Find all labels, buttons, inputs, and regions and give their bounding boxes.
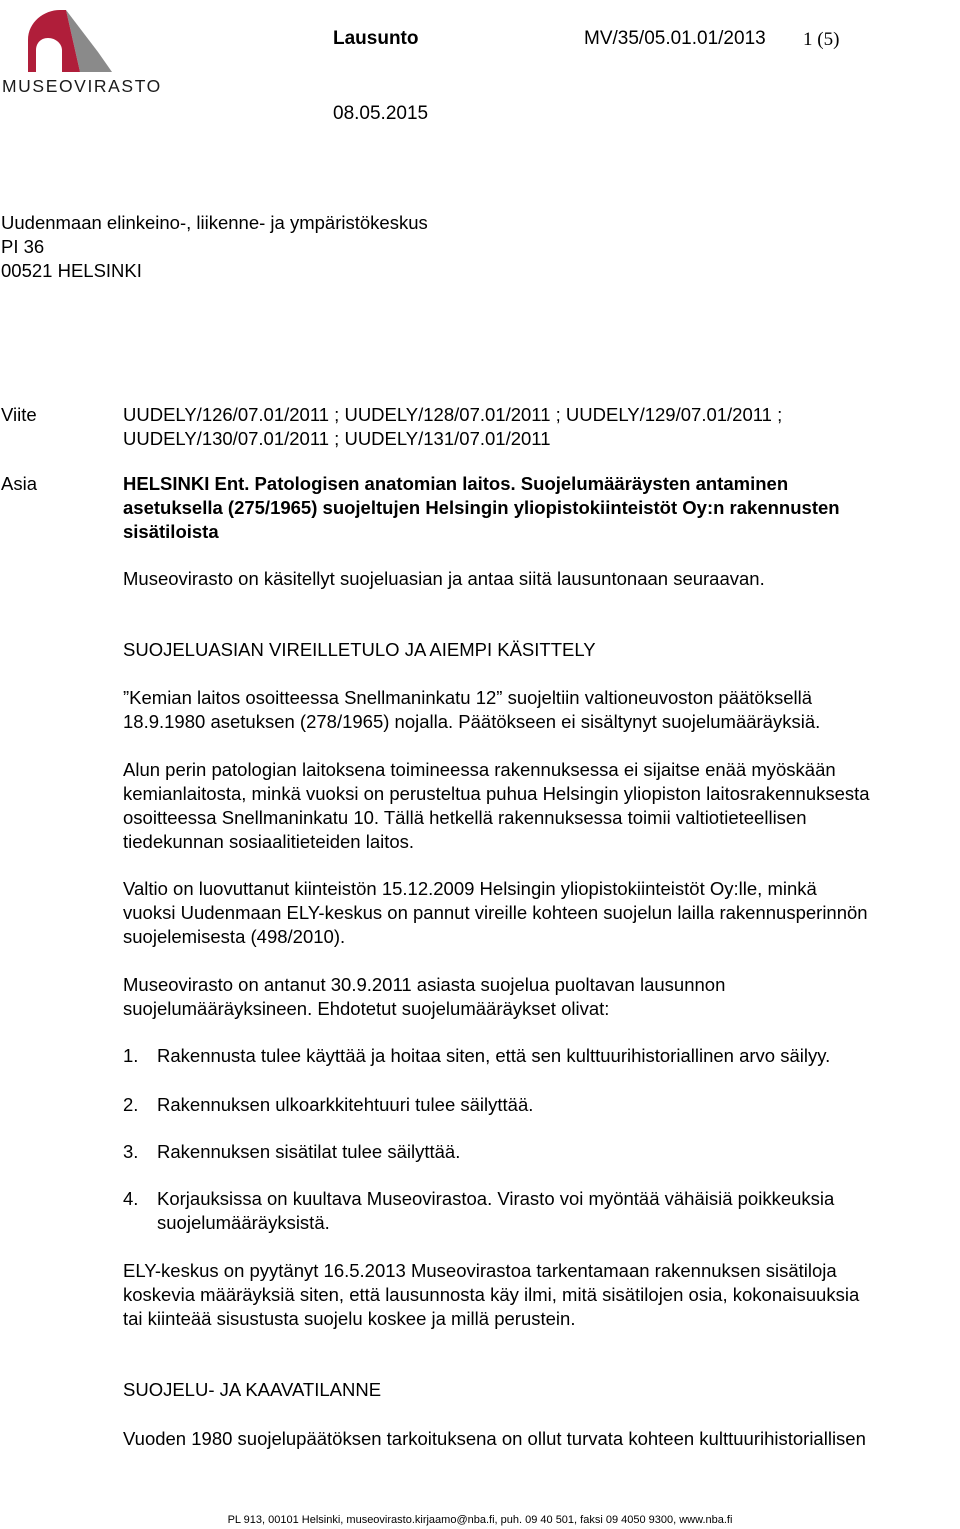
viite-label: Viite <box>1 404 37 425</box>
list-item-text: Rakennuksen sisätilat tulee säilyttää. <box>157 1141 461 1162</box>
paragraph-6-line-1: Vuoden 1980 suojelupäätöksen tarkoituksena on ollut turvata kohteen kulttuurihistoriallisen <box>123 1428 866 1449</box>
document-date: 08.05.2015 <box>333 103 429 124</box>
page-number: 1 (5) <box>803 29 840 50</box>
asia-line-2: asetuksella (275/1965) suojeltujen Helsingin yliopistokiinteistöt Oy:n rakennusten <box>123 497 840 518</box>
asia-label: Asia <box>1 473 37 494</box>
paragraph-4-line-1: Museovirasto on antanut 30.9.2011 asiasta suojelua puoltavan lausunnon <box>123 974 726 995</box>
recipient-line-1: Uudenmaan elinkeino-, liikenne- ja ympäristökeskus <box>1 212 428 233</box>
viite-line-2: UUDELY/130/07.01/2011 ; UUDELY/131/07.01/2011 <box>123 428 551 449</box>
list-item-text-continued: suojelumääräyksistä. <box>157 1212 330 1233</box>
paragraph-1-line-2: 18.9.1980 asetuksen (278/1965) nojalla. Päätökseen ei sisältynyt suojelumääräyksiä. <box>123 711 821 732</box>
paragraph-2-line-4: tiedekunnan sosiaalitieteiden laitos. <box>123 831 415 852</box>
intro-paragraph: Museovirasto on käsitellyt suojeluasian ja antaa siitä lausuntonaan seuraavan. <box>123 568 765 589</box>
list-item-number: 1. <box>123 1045 139 1066</box>
museovirasto-logo <box>0 0 178 100</box>
page-footer: PL 913, 00101 Helsinki, museovirasto.kirjaamo@nba.fi, puh. 09 40 501, faksi 09 4050 9300, www.nba.fi <box>227 1514 733 1526</box>
paragraph-4-line-2: suojelumääräyksineen. Ehdotetut suojelumääräykset olivat: <box>123 998 610 1019</box>
paragraph-3-line-3: suojelemisesta (498/2010). <box>123 926 346 947</box>
section-heading-1: SUOJELUASIAN VIREILLETULO JA AIEMPI KÄSITTELY <box>123 639 596 660</box>
paragraph-3-line-1: Valtio on luovuttanut kiinteistön 15.12.2009 Helsingin yliopistokiinteistöt Oy:lle, minkä <box>123 878 817 899</box>
recipient-line-2: PI 36 <box>1 236 45 257</box>
document-reference: MV/35/05.01.01/2013 <box>584 28 766 49</box>
paragraph-2-line-3: osoitteessa Snellmaninkatu 10. Tällä hetkellä rakennuksessa toimii valtiotieteellisen <box>123 807 807 828</box>
document-type: Lausunto <box>333 28 419 49</box>
paragraph-1-line-1: ”Kemian laitos osoitteessa Snellmaninkatu 12” suojeltiin valtioneuvoston päätöksellä <box>123 687 813 708</box>
paragraph-5-line-2: koskevia määräyksiä siten, että lausunnosta käy ilmi, mitä sisätilojen osia, kokonaisuuksia <box>123 1284 860 1305</box>
list-item-text: Rakennusta tulee käyttää ja hoitaa siten, että sen kulttuurihistoriallinen arvo säilyy. <box>157 1045 831 1066</box>
recipient-line-3: 00521 HELSINKI <box>1 260 142 281</box>
list-item-text: Korjauksissa on kuultava Museovirastoa. Virasto voi myöntää vähäisiä poikkeuksia <box>157 1188 835 1209</box>
list-item-text: Rakennuksen ulkoarkkitehtuuri tulee säilyttää. <box>157 1094 534 1115</box>
logo-text: MUSEOVIRASTO <box>2 76 162 96</box>
paragraph-2-line-2: kemianlaitosta, minkä vuoksi on perusteltua puhua Helsingin yliopiston laitosrakennuksesta <box>123 783 870 804</box>
section-heading-2: SUOJELU- JA KAAVATILANNE <box>123 1379 382 1400</box>
asia-line-3: sisätiloista <box>123 521 219 542</box>
paragraph-5-line-1: ELY-keskus on pyytänyt 16.5.2013 Museovirastoa tarkentamaan rakennuksen sisätiloja <box>123 1260 837 1281</box>
list-item-number: 2. <box>123 1094 139 1115</box>
paragraph-3-line-2: vuoksi Uudenmaan ELY-keskus on pannut vireille kohteen suojelun lailla rakennusperinnön <box>123 902 868 923</box>
paragraph-5-line-3: tai kiinteää sisustusta suojelu koskee ja millä perustein. <box>123 1308 576 1329</box>
list-item-number: 3. <box>123 1141 139 1162</box>
viite-line-1: UUDELY/126/07.01/2011 ; UUDELY/128/07.01/2011 ; UUDELY/129/07.01/2011 ; <box>123 404 783 425</box>
list-item-number: 4. <box>123 1188 139 1209</box>
paragraph-2-line-1: Alun perin patologian laitoksena toimineessa rakennuksessa ei sijaitse enää myöskään <box>123 759 836 780</box>
asia-line-1: HELSINKI Ent. Patologisen anatomian laitos. Suojelumääräysten antaminen <box>123 473 789 494</box>
